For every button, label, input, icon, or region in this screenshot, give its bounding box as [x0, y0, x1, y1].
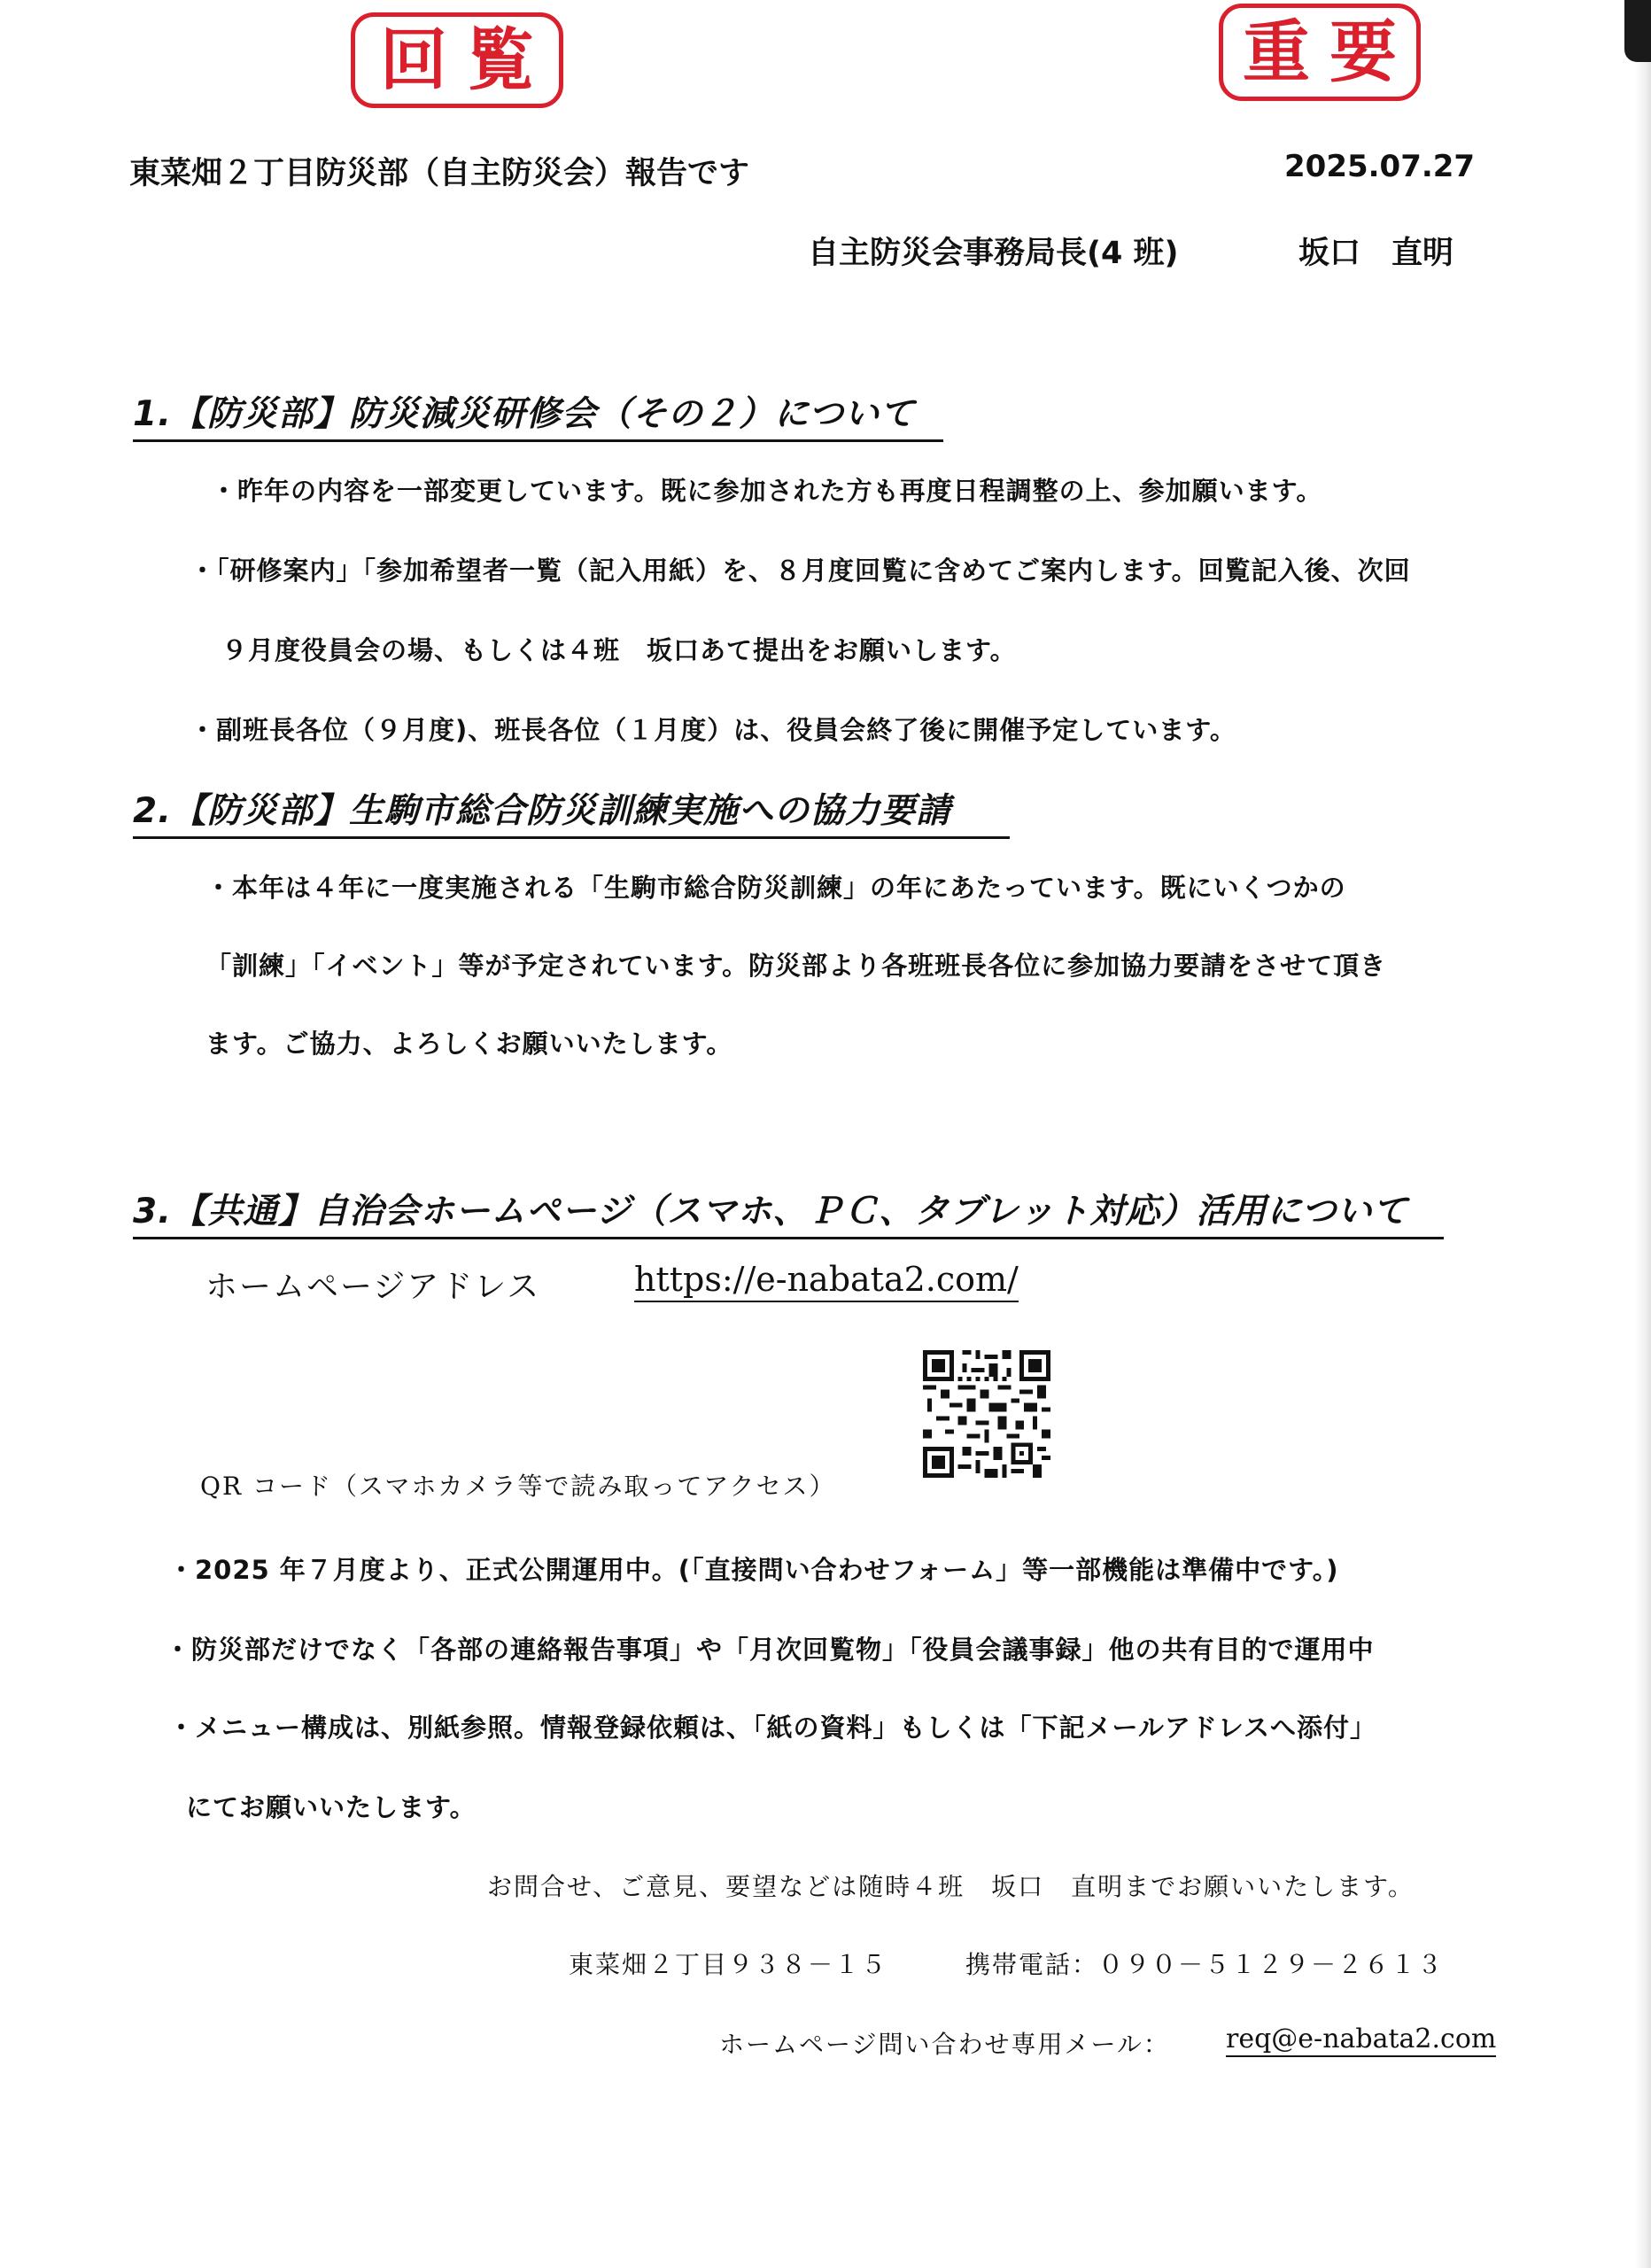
email-label: ホームページ問い合わせ専用メール： — [719, 2030, 1170, 2059]
section-3-line-3: ・メニュー構成は、別紙参照。情報登録依頼は、「紙の資料」もしくは「下記メールアドレスへ添付」 — [168, 1713, 1377, 1743]
section-1-line-3: ９月度役員会の場、もしくは４班 坂口あて提出をお願いします。 — [221, 635, 1017, 665]
scan-edge — [1635, 0, 1651, 2268]
author-role: 自主防災会事務局長(4 班) — [808, 236, 1179, 271]
homepage-url[interactable]: https://e-nabata2.com/ — [634, 1260, 1019, 1302]
section-1-line-2: ・「研修案内」「参加希望者一覧（記入用紙）を、８月度回覧に含めてご案内します。回覧記入後、次回 — [190, 555, 1411, 586]
document-title: 東菜畑２丁目防災部（自主防災会）報告です — [129, 156, 750, 191]
section-3-line-4: にてお願いいたします。 — [186, 1792, 477, 1822]
kairan-stamp: 回覧 — [351, 12, 563, 108]
section-2-line-3: ます。ご協力、よろしくお願いいたします。 — [205, 1029, 733, 1059]
scan-corner-mark — [1624, 0, 1651, 62]
section-2-line-2: 「訓練」「イベント」等が予定されています。防災部より各班班長各位に参加協力要請をさせて頂き — [205, 951, 1387, 981]
contact-email[interactable]: req@e-nabata2.com — [1226, 2023, 1496, 2057]
qr-label: QR コード（スマホカメラ等で読み取ってアクセス） — [200, 1472, 836, 1501]
section-1-line-1: ・昨年の内容を一部変更しています。既に参加された方も再度日程調整の上、参加願います。 — [211, 476, 1323, 506]
section-3-line-2: ・防災部だけでなく「各部の連絡報告事項」や「月次回覧物」「役員会議事録」他の共有目的で運用中 — [165, 1635, 1375, 1665]
document-date: 2025.07.27 — [1284, 149, 1476, 184]
section-1-line-4: ・副班長各位（９月度)、班長各位（１月度）は、役員会終了後に開催予定しています。 — [190, 715, 1236, 745]
inquiry-note: お問合せ、ご意見、要望などは随時４班 坂口 直明までお願いいたします。 — [487, 1872, 1415, 1901]
contact-address: 東菜畑２丁目９３８－１５ — [569, 1950, 888, 1979]
section-3-heading: 3.【共通】自治会ホームページ（スマホ、ＰＣ、タブレット対応）活用について — [133, 1184, 1444, 1239]
author-name: 坂口 直明 — [1298, 236, 1454, 271]
juyo-stamp: 重要 — [1219, 4, 1421, 101]
section-2-heading: 2.【防災部】生駒市総合防災訓練実施への協力要請 — [133, 783, 1010, 839]
section-2-line-1: ・本年は４年に一度実施される「生駒市総合防災訓練」の年にあたっています。既にいくつかの — [205, 873, 1346, 903]
qr-code-icon — [923, 1350, 1050, 1478]
homepage-label: ホームページアドレス — [205, 1269, 541, 1305]
section-3-line-1: ・2025 年７月度より、正式公開運用中。(「直接問い合わせフォーム」等一部機能は準備中です。) — [168, 1555, 1339, 1585]
section-1-heading: 1.【防災部】防災減災研修会（その２）について — [133, 386, 943, 442]
contact-phone: 携帯電話：０９０－５１２９－２６１３ — [965, 1950, 1445, 1979]
